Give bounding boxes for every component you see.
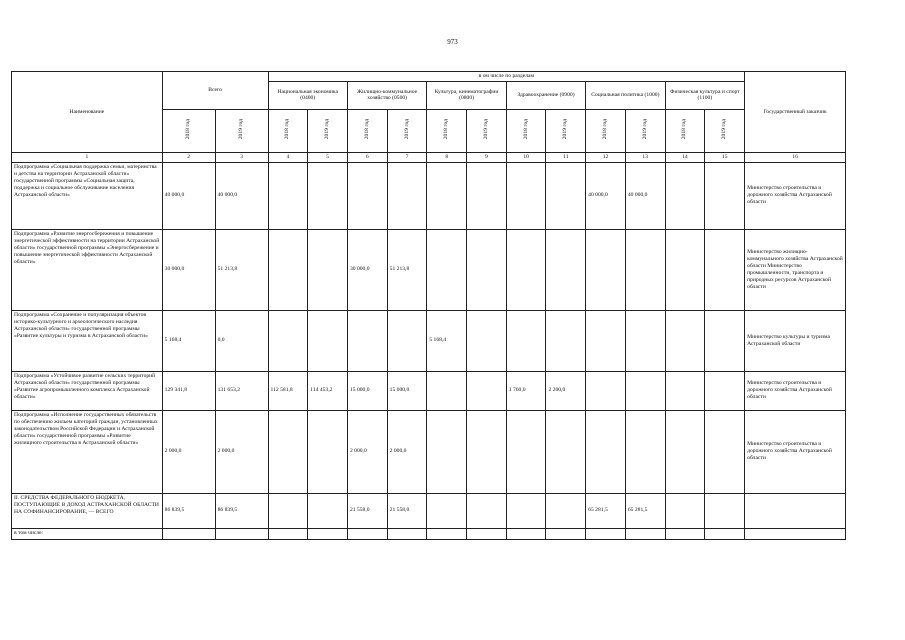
column-number: 7 [387,152,427,162]
row-value [546,310,586,371]
row-value: 21 558,0 [387,493,427,528]
row-value: 40 000,0 [586,162,626,229]
header-year-cell [215,109,268,152]
column-number: 2 [162,152,215,162]
row-value [665,162,705,229]
header-group-culture: Культура, кинематографии (0800) [427,81,506,109]
row-value [625,371,665,410]
row-value [268,493,308,528]
row-value: 129 341,8 [162,371,215,410]
row-value [506,310,546,371]
header-year-cell [268,109,308,152]
row-value [705,528,745,539]
row-value: 40 000,0 [215,162,268,229]
row-value [467,310,507,371]
row-value [705,229,745,310]
table-row [12,410,846,493]
row-value: 112 581,8 [268,371,308,410]
header-group-social: Социальная политика (1000) [586,81,665,109]
row-value [665,229,705,310]
row-customer: Министерство строительства и дорожного хозяйства Астраханской области [745,162,846,229]
row-value: 30 000,0 [347,229,387,310]
header-year: 2019 год [562,119,569,140]
row-value [427,410,467,493]
header-year-cell [506,109,546,152]
header-year: 2018 год [284,119,291,140]
row-value: 30 000,0 [162,229,215,310]
header-year: 2018 год [443,119,450,140]
header-year: 2019 год [641,119,648,140]
row-value [665,493,705,528]
row-value: 2 200,0 [546,371,586,410]
row-value: 1 760,0 [506,371,546,410]
row-value [586,528,626,539]
column-number: 5 [308,152,348,162]
header-year-cell [586,109,626,152]
row-value [467,229,507,310]
row-value [387,310,427,371]
row-value: 15 000,0 [347,371,387,410]
row-value [467,162,507,229]
row-value: 86 839,5 [215,493,268,528]
header-year-cell [427,109,467,152]
row-name: Подпрограмма «Исполнение государственных обязательств по обеспечению жильем категорий граждан, установленных законодательством Российской Федерации и Астраханской области» государственной программы «Развитие жилищного строительства в Астраханской области» [12,410,163,493]
row-customer [745,528,846,539]
column-number: 4 [268,152,308,162]
header-year: 2019 год [324,119,331,140]
row-value [586,229,626,310]
row-value [268,310,308,371]
row-value: 51 213,8 [215,229,268,310]
row-value [427,528,467,539]
column-number: 9 [467,152,507,162]
table-row [12,229,846,310]
column-number: 13 [625,152,665,162]
row-name: Подпрограмма «Развитие энергосбережения и повышение энергетической эффективности на территории Астраханской области» государственной программы «Энергосбережение и повышение энергетической эффективности Астраханской области» [12,229,163,310]
row-value [268,410,308,493]
row-value [427,371,467,410]
header-total: Всего [162,72,268,110]
row-value [427,493,467,528]
row-name: Подпрограмма «Устойчивое развитие сельских территорий Астраханской области» государственной программы «Развитие агропромышленного комплекса Астраханской области» [12,371,163,410]
row-value [665,310,705,371]
table-body [12,162,846,539]
row-customer [745,493,846,528]
row-value [467,493,507,528]
row-value [268,229,308,310]
row-value [705,371,745,410]
header-year-cell [387,109,427,152]
row-value [586,371,626,410]
row-value: 40 000,0 [625,162,665,229]
column-number: 15 [705,152,745,162]
row-value: 2 000,0 [387,410,427,493]
row-value: 65 281,5 [586,493,626,528]
row-value: 114 453,2 [308,371,348,410]
row-value [625,528,665,539]
row-value [268,528,308,539]
header-year-cell [705,109,745,152]
column-number: 6 [347,152,387,162]
row-value: 2 000,0 [215,410,268,493]
header-year-cell [625,109,665,152]
row-value [625,310,665,371]
row-value [467,410,507,493]
row-value [546,410,586,493]
table-row [12,310,846,371]
row-value [347,162,387,229]
header-year: 2018 год [185,119,192,140]
row-value: 65 281,5 [625,493,665,528]
header-year: 2019 год [238,119,245,140]
row-value [467,528,507,539]
header-year: 2018 год [363,119,370,140]
header-year-cell [162,109,215,152]
row-value [705,310,745,371]
row-value: 2 000,0 [347,410,387,493]
table-row [12,528,846,539]
row-value [705,410,745,493]
row-value [427,162,467,229]
row-value [546,162,586,229]
row-value: 51 213,8 [387,229,427,310]
header-year: 2019 год [721,119,728,140]
row-name: Подпрограмма «Социальная поддержка семьи, материнства и детства на территории Астраханской области» государственной программы «Социальная защита, поддержка и социальное обслуживание населения Астраханской области» [12,162,163,229]
row-value [506,162,546,229]
header-year-cell [308,109,348,152]
page-number: 973 [447,38,458,46]
row-value [467,371,507,410]
table-row [12,371,846,410]
column-number: 14 [665,152,705,162]
row-value [705,493,745,528]
table-row [12,493,846,528]
row-value [705,162,745,229]
row-name: в том числе: [12,528,163,539]
row-value: 5 168,4 [427,310,467,371]
row-name: II. СРЕДСТВА ФЕДЕРАЛЬНОГО БЮДЖЕТА, ПОСТУПАЮЩИЕ В ДОХОД АСТРАХАНСКОЙ ОБЛАСТИ НА СОФИНАНСИРОВАНИЕ, — ВСЕГО [12,493,163,528]
header-year-cell [665,109,705,152]
header-group-housing: Жилищно-коммунальное хозяйство (0500) [347,81,426,109]
row-value [268,162,308,229]
column-number: 3 [215,152,268,162]
header-year: 2018 год [522,119,529,140]
header-name: Наименование [12,72,163,153]
row-value [387,528,427,539]
row-value: 21 558,0 [347,493,387,528]
row-value [546,229,586,310]
column-number: 12 [586,152,626,162]
row-customer: Министерство строительства и дорожного хозяйства Астраханской области [745,371,846,410]
row-value [308,410,348,493]
row-value [546,493,586,528]
row-value [308,162,348,229]
row-value: 15 000,0 [387,371,427,410]
header-group-economy: Национальная экономика (0400) [268,81,347,109]
header-group-health: Здравоохранение (0900) [506,81,585,109]
table-row [12,162,846,229]
row-value [162,528,215,539]
row-value [308,493,348,528]
row-customer: Министерство жилищно-коммунального хозяйства Астраханской области Министерство промышленности, транспорта и природных ресурсов Астраханской области [745,229,846,310]
header-year: 2018 год [602,119,609,140]
header-group-sport: Физическая культура и спорт (1100) [665,81,745,109]
row-value: 86 839,5 [162,493,215,528]
row-value [546,528,586,539]
row-value [427,229,467,310]
row-value: 0,0 [215,310,268,371]
row-value [215,528,268,539]
row-value [506,410,546,493]
header-year-cell [546,109,586,152]
row-value [506,229,546,310]
column-number: 11 [546,152,586,162]
row-value: 131 653,2 [215,371,268,410]
header-customer: Государственный заказчик [745,72,846,153]
row-value [665,371,705,410]
row-value [665,410,705,493]
header-year: 2019 год [403,119,410,140]
row-value [506,493,546,528]
header-year-cell [467,109,507,152]
row-value [586,310,626,371]
row-value [347,310,387,371]
row-value [387,162,427,229]
row-value [625,410,665,493]
row-value [586,410,626,493]
row-value: 2 000,0 [162,410,215,493]
row-value [347,528,387,539]
row-value [625,229,665,310]
column-number: 1 [12,152,163,162]
row-value: 5 168,4 [162,310,215,371]
row-value [308,229,348,310]
row-name: Подпрограмма «Сохранение и популяризация объектов историко-культурного и археологического наследия Астраханской области» государственной программы «Развитие культуры и туризма в Астраханской области» [12,310,163,371]
header-year-cell [347,109,387,152]
row-value [308,310,348,371]
row-customer: Министерство культуры и туризма Астраханской области [745,310,846,371]
header-year: 2018 год [681,119,688,140]
row-value [308,528,348,539]
budget-table [11,71,846,540]
row-value [665,528,705,539]
header-sections-caption: в ом числе по разделам [268,72,745,82]
row-value: 40 000,0 [162,162,215,229]
row-value [506,528,546,539]
column-number: 8 [427,152,467,162]
column-number: 16 [745,152,846,162]
row-customer: Министерство строительства и дорожного хозяйства Астраханской области [745,410,846,493]
column-number: 10 [506,152,546,162]
header-year: 2019 год [482,119,489,140]
